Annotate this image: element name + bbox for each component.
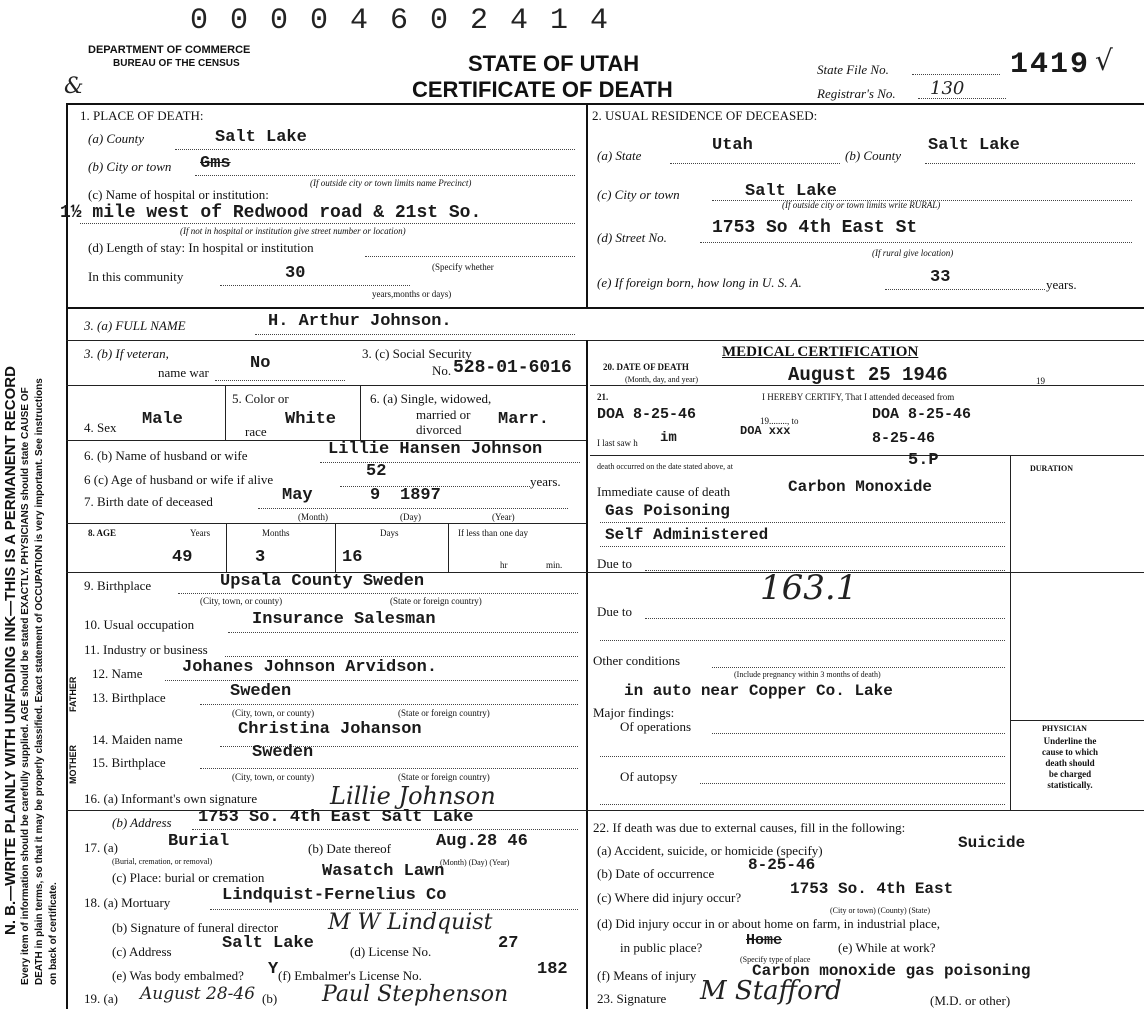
death-occurred-label: death occurred on the date stated above, at bbox=[597, 462, 733, 471]
embalmer-number: 182 bbox=[537, 960, 568, 979]
marital-label: 6. (a) Single, widowed, bbox=[370, 391, 492, 406]
birth-month: May bbox=[282, 486, 313, 505]
accident: Suicide bbox=[958, 834, 1026, 852]
specify-note-2: years,months or days) bbox=[372, 289, 452, 299]
death-date-suffix: 19 bbox=[1036, 376, 1045, 386]
veteran-label-2: name war bbox=[158, 365, 209, 380]
veteran-label: 3. (b) If veteran, bbox=[84, 346, 169, 361]
death-county-label: (a) County bbox=[88, 131, 144, 146]
attended-to: DOA 8-25-46 bbox=[872, 406, 972, 423]
hospital-label: (c) Name of hospital or institution: bbox=[88, 187, 269, 202]
burial-note: (Burial, cremation, or removal) bbox=[112, 857, 213, 866]
days-col: Days bbox=[380, 528, 399, 538]
director-signature: M W Lindquist bbox=[328, 910, 493, 935]
duration-heading: DURATION bbox=[1030, 464, 1073, 473]
embalmer-label: (f) Embalmer's License No. bbox=[278, 968, 422, 983]
color-label: 5. Color or bbox=[232, 391, 289, 406]
burial-place-label: (c) Place: burial or cremation bbox=[112, 870, 265, 885]
occupation: Insurance Salesman bbox=[252, 610, 436, 629]
birth-year: 1897 bbox=[400, 486, 441, 505]
home-label: (d) Did injury occur in or about home on farm, in industrial place, bbox=[597, 916, 940, 931]
other-conditions-note: (Include pregnancy within 3 months of death) bbox=[734, 670, 881, 679]
registrar-label: Registrar's No. bbox=[817, 86, 896, 101]
spouse-age-label: 6 (c) Age of husband or wife if alive bbox=[84, 472, 274, 487]
specify-note: (Specify whether bbox=[432, 262, 494, 272]
father-birth-label: 13. Birthplace bbox=[92, 690, 166, 705]
embalmed: Y bbox=[268, 960, 279, 979]
hospital-note: (If not in hospital or institution give street number or location) bbox=[180, 226, 406, 236]
means: Carbon monoxide gas poisoning bbox=[752, 962, 1031, 980]
mortuary-address: Salt Lake bbox=[222, 934, 314, 953]
injury-where-note: (City or town) (County) (State) bbox=[830, 906, 930, 915]
death-date-note: (Month, day, and year) bbox=[625, 375, 699, 384]
margin-instructions-3: on back of certificate. bbox=[48, 882, 59, 985]
industry-label: 11. Industry or business bbox=[84, 642, 208, 657]
stay-label: (d) Length of stay: In hospital or institution bbox=[88, 240, 314, 255]
birth-month-note: (Month) bbox=[298, 512, 328, 522]
operations-label: Of operations bbox=[620, 719, 692, 734]
marital-label-2: married or bbox=[416, 407, 471, 422]
state-title: STATE OF UTAH bbox=[468, 51, 640, 76]
birth-year-note: (Year) bbox=[492, 512, 515, 522]
director-label: (b) Signature of funeral director bbox=[112, 920, 279, 935]
ssn-label: 3. (c) Social Security bbox=[362, 346, 472, 361]
res-state-label: (a) State bbox=[597, 148, 642, 163]
physician-signature: M Stafford bbox=[700, 976, 842, 1006]
accident-label: (a) Accident, suicide, or homicide (specify) bbox=[597, 843, 823, 858]
birth-label: 7. Birth date of deceased bbox=[84, 494, 213, 509]
physician-note: Underline the cause to which death should be charged statistically. bbox=[1042, 736, 1098, 790]
occurrence-date: 8-25-46 bbox=[748, 856, 816, 874]
father-birth-note-2: (State or foreign country) bbox=[398, 708, 490, 718]
burial-label: 17. (a) bbox=[84, 840, 118, 855]
occupation-label: 10. Usual occupation bbox=[84, 617, 195, 632]
death-county: Salt Lake bbox=[215, 128, 307, 147]
attended-to-label: 19........, to bbox=[760, 416, 799, 426]
informant-address-label: (b) Address bbox=[112, 815, 172, 830]
dept-label: DEPARTMENT OF COMMERCE bbox=[88, 44, 251, 56]
color: White bbox=[285, 410, 337, 429]
medical-heading: MEDICAL CERTIFICATION bbox=[722, 344, 919, 360]
veteran: No bbox=[250, 354, 271, 373]
res-county: Salt Lake bbox=[928, 136, 1020, 155]
father-birth-note-1: (City, town, or county) bbox=[232, 708, 315, 718]
mother-birth: Sweden bbox=[252, 743, 314, 762]
res-street: 1753 So 4th East St bbox=[712, 218, 918, 238]
res-county-label: (b) County bbox=[845, 148, 901, 163]
means-label: (f) Means of injury bbox=[597, 968, 697, 983]
external-heading: 22. If death was due to external causes, fill in the following: bbox=[593, 820, 906, 835]
months-col: Months bbox=[262, 528, 290, 538]
death-date-label: 20. DATE OF DEATH bbox=[603, 362, 689, 372]
informant-address: 1753 So. 4th East Salt Lake bbox=[198, 808, 474, 827]
sex: Male bbox=[142, 410, 183, 429]
file-number: 1419 bbox=[1010, 48, 1091, 82]
public-place-label: in public place? bbox=[620, 940, 703, 955]
occurrence-date-label: (b) Date of occurrence bbox=[597, 866, 715, 881]
marital: Marr. bbox=[498, 410, 550, 429]
mother-name-label: 14. Maiden name bbox=[92, 732, 183, 747]
place-of-death-heading: 1. PLACE OF DEATH: bbox=[80, 108, 204, 123]
community-label: In this community bbox=[88, 269, 184, 284]
cause-3: Self Administered bbox=[605, 526, 769, 544]
row19-label: 19. (a) bbox=[84, 991, 118, 1006]
cert-title: CERTIFICATE OF DEATH bbox=[412, 77, 673, 102]
ssn: 528-01-6016 bbox=[453, 358, 572, 378]
mortuary-label: 18. (a) Mortuary bbox=[84, 895, 171, 910]
full-name: H. Arthur Johnson. bbox=[268, 312, 452, 331]
res-city: Salt Lake bbox=[745, 182, 837, 201]
last-saw-label: I last saw h bbox=[597, 438, 638, 448]
marital-label-3: divorced bbox=[416, 422, 462, 437]
death-city: Gms bbox=[200, 154, 231, 173]
mortuary: Lindquist-Fernelius Co bbox=[222, 886, 447, 905]
autopsy-label: Of autopsy bbox=[620, 769, 678, 784]
less-col: If less than one day bbox=[458, 528, 528, 538]
cause-1: Carbon Monoxide bbox=[788, 478, 933, 496]
injury-where-label: (c) Where did injury occur? bbox=[597, 890, 742, 905]
father-name-label: 12. Name bbox=[92, 666, 143, 681]
res-foreign-label: (e) If foreign born, how long in U. S. A. bbox=[597, 275, 802, 290]
res-years: years. bbox=[1046, 277, 1077, 292]
mother-birth-label: 15. Birthplace bbox=[92, 755, 166, 770]
death-date: August 25 1946 bbox=[788, 364, 948, 386]
informant-signature: Lillie Johnson bbox=[330, 782, 496, 810]
hr-label: hr bbox=[500, 560, 508, 570]
margin-instructions-1: Every item of information should be carefully supplied. AGE should be stated EXACTLY. PHYSICIANS should state CAUSE OF bbox=[20, 387, 31, 985]
mortuary-address-label: (c) Address bbox=[112, 944, 172, 959]
due-to-label: Due to bbox=[597, 556, 633, 571]
signature-label: 23. Signature bbox=[597, 991, 667, 1006]
residence-heading: 2. USUAL RESIDENCE OF DECEASED: bbox=[592, 108, 818, 123]
res-street-note: (If rural give location) bbox=[872, 248, 954, 258]
row19-b: (b) bbox=[262, 991, 278, 1006]
margin-notice: N. B.—WRITE PLAINLY WITH UNFADING INK—THIS IS A PERMANENT RECORD bbox=[2, 366, 19, 935]
death-city-label: (b) City or town bbox=[88, 159, 172, 174]
spouse-years: years. bbox=[530, 474, 561, 489]
spouse-age: 52 bbox=[366, 462, 387, 481]
color-label-2: race bbox=[245, 424, 267, 439]
injury-where: 1753 So. 4th East bbox=[790, 880, 954, 898]
mother-birth-note-2: (State or foreign country) bbox=[398, 772, 490, 782]
min-label: min. bbox=[546, 560, 563, 570]
res-state: Utah bbox=[712, 136, 753, 155]
informant-sig-label: 16. (a) Informant's own signature bbox=[84, 791, 258, 806]
age-label: 8. AGE bbox=[88, 528, 117, 538]
age-years: 49 bbox=[172, 548, 193, 567]
burial: Burial bbox=[168, 832, 230, 851]
row19-date: August 28-46 bbox=[140, 984, 256, 1004]
last-saw: im bbox=[660, 430, 677, 446]
attended-from: DOA 8-25-46 bbox=[597, 406, 697, 423]
other-conditions: in auto near Copper Co. Lake bbox=[624, 682, 893, 700]
md-label: (M.D. or other) bbox=[930, 993, 1011, 1008]
burial-date-note: (Month) (Day) (Year) bbox=[440, 858, 510, 867]
spouse-label: 6. (b) Name of husband or wife bbox=[84, 448, 248, 463]
father-tag: FATHER bbox=[68, 676, 78, 712]
res-city-label: (c) City or town bbox=[597, 187, 680, 202]
burial-date-label: (b) Date thereof bbox=[308, 841, 392, 856]
ssn-label-2: No. bbox=[432, 363, 452, 378]
birthplace-label: 9. Birthplace bbox=[84, 578, 152, 593]
father-name: Johanes Johnson Arvidson. bbox=[182, 658, 438, 677]
age-months: 3 bbox=[255, 548, 266, 567]
full-name-label: 3. (a) FULL NAME bbox=[84, 318, 186, 333]
death-city-note: (If outside city or town limits name Precinct) bbox=[310, 178, 472, 188]
row19-signature: Paul Stephenson bbox=[322, 982, 509, 1007]
license-label: (d) License No. bbox=[350, 944, 432, 959]
mother-birth-note-1: (City, town, or county) bbox=[232, 772, 315, 782]
years-col: Years bbox=[190, 528, 211, 538]
major-findings-label: Major findings: bbox=[593, 705, 675, 720]
father-birth: Sweden bbox=[230, 682, 292, 701]
certify-number: 21. bbox=[597, 392, 609, 402]
birth-day-note: (Day) bbox=[400, 512, 421, 522]
immediate-cause-label: Immediate cause of death bbox=[597, 484, 731, 499]
mother-tag: MOTHER bbox=[68, 745, 78, 784]
physician-heading: PHYSICIAN bbox=[1042, 724, 1087, 733]
sex-label: 4. Sex bbox=[84, 420, 117, 435]
res-street-label: (d) Street No. bbox=[597, 230, 667, 245]
community: 30 bbox=[285, 264, 306, 283]
spouse: Lillie Hansen Johnson bbox=[328, 440, 543, 459]
res-foreign: 33 bbox=[930, 268, 951, 287]
age-days: 16 bbox=[342, 548, 363, 567]
serial-number: 0 0 0 0 4 6 0 2 4 1 4 bbox=[190, 4, 611, 38]
certify-text: I HEREBY CERTIFY, That I attended deceased from bbox=[762, 392, 955, 402]
license: 27 bbox=[498, 934, 519, 953]
birthplace: Upsala County Sweden bbox=[220, 572, 425, 591]
specify-place-note: (Specify type of place bbox=[740, 955, 811, 964]
check-mark: √ bbox=[1095, 44, 1113, 77]
burial-date: Aug.28 46 bbox=[436, 832, 528, 851]
last-saw-date: 8-25-46 bbox=[872, 430, 936, 447]
burial-place: Wasatch Lawn bbox=[322, 862, 445, 881]
cause-2: Gas Poisoning bbox=[605, 502, 730, 520]
registrar-number: 130 bbox=[930, 78, 965, 99]
margin-instructions-2: DEATH in plain terms, so that it may be properly classified. Exact statement of OCCUPATION is very important. See instructions bbox=[34, 378, 45, 985]
birth-day: 9 bbox=[370, 486, 381, 505]
other-conditions-label: Other conditions bbox=[593, 653, 681, 668]
death-time: 5.P bbox=[908, 451, 939, 470]
birthplace-note-2: (State or foreign country) bbox=[390, 596, 482, 606]
bureau-label: BUREAU OF THE CENSUS bbox=[113, 58, 240, 69]
hospital: 1½ mile west of Redwood road & 21st So. bbox=[60, 203, 482, 223]
mother-name: Christina Johanson bbox=[238, 720, 422, 739]
at-work-label: (e) While at work? bbox=[838, 940, 936, 955]
file-label: State File No. bbox=[817, 62, 889, 77]
birthplace-note-1: (City, town, or county) bbox=[200, 596, 283, 606]
alive-on: DOA xxx bbox=[740, 424, 791, 438]
embalmed-label: (e) Was body embalmed? bbox=[112, 968, 244, 983]
corner-mark: & bbox=[64, 74, 84, 99]
res-city-note: (If outside city or town limits write RURAL) bbox=[782, 200, 941, 210]
due-to-2-label: Due to bbox=[597, 604, 633, 619]
public-place: Home bbox=[746, 932, 783, 949]
cause-code: 163.1 bbox=[760, 568, 858, 608]
